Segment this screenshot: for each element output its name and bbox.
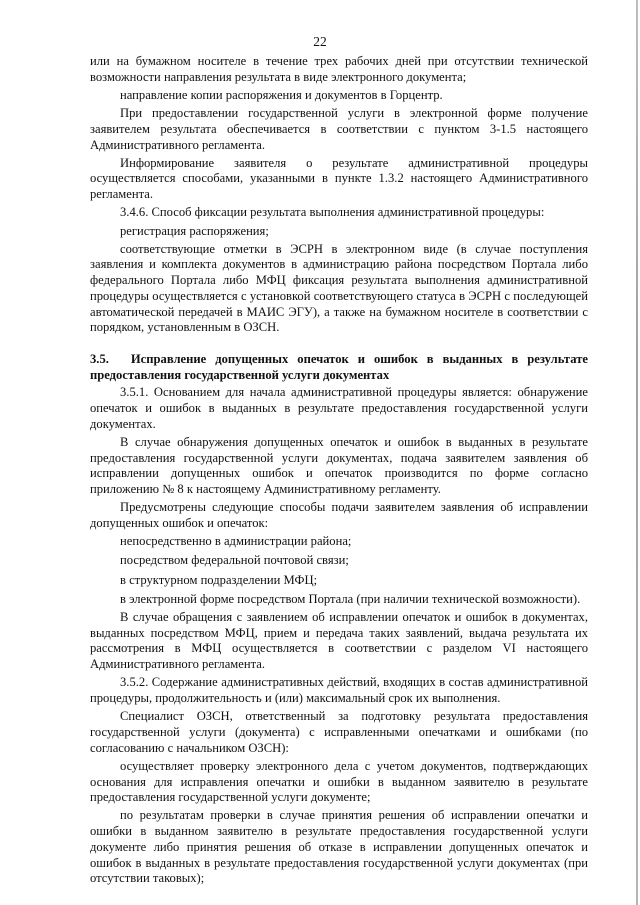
paragraphs-top [90, 54, 588, 336]
section-number: 3.5. [90, 351, 109, 366]
paragraph: Информирование заявителя о результате административной процедуры осуществляется способами, указанными в пункте 1.3.2 настоящего Административного регламента. [90, 155, 588, 202]
paragraph: по результатам проверки в случае принятия решения об исправлении опечатки и ошибки в выданном заявителю в результате предоставления государственной услуги документе либо принятия решения об отказе в исправлении допущенных опечаток и ошибок в выданных в результате предоставления государственной услуги документах (при отсутствии таковых); [90, 808, 588, 886]
scan-edge [636, 0, 638, 905]
paragraph: в структурном подразделении МФЦ; [120, 572, 318, 587]
section-heading [90, 352, 588, 383]
paragraph: При предоставлении государственной услуги в электронной форме получение заявителем результата обеспечивается в соответствии с пунктом 3-1.5 настоящего Административного регламента. [90, 106, 588, 152]
paragraph: 3.4.6. Способ фиксации результата выполнения административной процедуры: [120, 205, 545, 220]
paragraph: непосредственно в администрации района; [120, 534, 352, 549]
paragraphs-bottom [90, 385, 588, 887]
paragraph: осуществляет проверку электронного дела с учетом документов, подтверждающих основания для исправления опечатки и ошибки в выданном заявителю в результате предоставления государственной услуги документе; [90, 758, 588, 805]
page-number: 22 [313, 34, 327, 49]
section-title: Исправление допущенных опечаток и ошибок в выданных в результате предоставления государственной услуги документах [90, 351, 588, 382]
document-body [90, 54, 588, 889]
paragraph: 3.5.2. Содержание административных действий, входящих в состав административной процедуры, продолжительность и (или) максимальный срок их выполнения. [90, 675, 588, 706]
paragraph: Специалист ОЗСН, ответственный за подготовку результата предоставления государственной услуги (документа) с исправленными опечатками и ошибками (по согласованию с начальником ОЗСН): [90, 709, 588, 755]
paragraph: посредством федеральной почтовой связи; [120, 553, 349, 568]
paragraph: В случае обращения с заявлением об исправлении опечаток и ошибок в документах, выданных посредством МФЦ, прием и передача таких заявлений, выдача результата их рассмотрения в МФЦ осуществляется в соответствии с разделом VI настоящего Административного регламента. [90, 610, 588, 672]
paragraph: или на бумажном носителе в течение трех рабочих дней при отсутствии технической возможности направления результата в виде электронного документа; [90, 54, 588, 84]
paragraph: регистрация распоряжения; [120, 223, 269, 238]
paragraph: в электронной форме посредством Портала (при наличии технической возможности). [120, 591, 581, 606]
paragraph: направление копии распоряжения и документов в Горцентр. [120, 87, 443, 102]
paragraph: В случае обнаружения допущенных опечаток и ошибок в выданных в результате предоставления государственной услуги документах, подача заявителем заявления об исправлении допущенных ошибок и опечаток производится по форме согласно приложению № 8 к настоящему Административному регламенту. [90, 434, 588, 497]
paragraph: 3.5.1. Основанием для начала административной процедуры является: обнаружение опечаток и ошибок в выданных в результате предоставления государственной услуги документах. [90, 385, 588, 431]
paragraph: соответствующие отметки в ЭСРН в электронном виде (в случае поступления заявления и комплекта документов в администрацию района посредством Портала либо федерального Портала либо МФЦ фиксация результата выполнения административной процедуры осуществляется с установкой соответствующего статуса в ЭСРН с последующей автоматической передачей в МАИС ЭГУ), а также на бумажном носителе в соответствии с порядком, установленным в ОЗСН. [90, 241, 588, 335]
paragraph: Предусмотрены следующие способы подачи заявителем заявления об исправлении допущенных ошибок и опечаток: [90, 500, 588, 530]
